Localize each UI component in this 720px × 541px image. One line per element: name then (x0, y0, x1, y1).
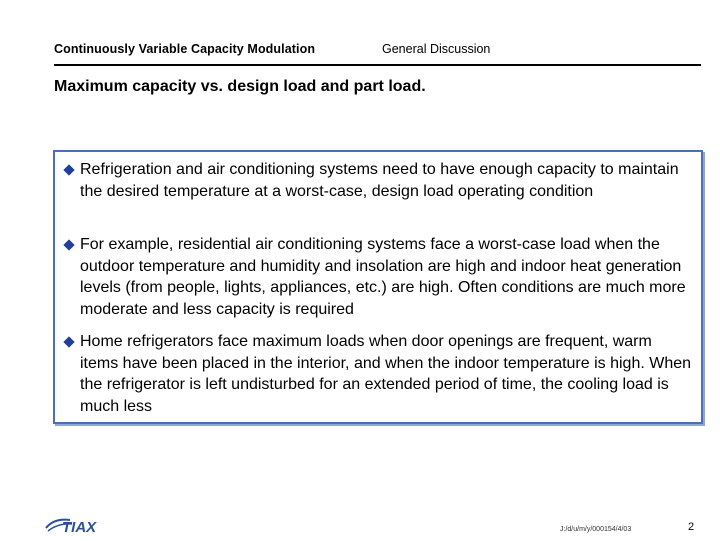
bullet-text: For example, residential air conditioning systems face a worst-case load when the outdoor temperature and humidity and insolation are high and indoor heat generation levels (from people, lights, appliances, etc.) are high. Often conditions are much more moderate and less capacity is required (80, 236, 686, 318)
tiax-logo-icon (44, 514, 114, 536)
slide-heading: Maximum capacity vs. design load and part load. (54, 78, 426, 95)
bullet-text: Refrigeration and air conditioning systems need to have enough capacity to maintain the desired temperature at a worst-case, design load operating condition (80, 161, 679, 200)
document-id: J:/d/u/m/y/000154/4/03 (560, 526, 632, 533)
svg-text:TIAX: TIAX (62, 519, 97, 536)
header-section: General Discussion (382, 42, 491, 56)
bullet-item (63, 234, 693, 320)
bullet-item (63, 159, 693, 202)
header-title: Continuously Variable Capacity Modulation (54, 42, 316, 56)
content-box (53, 150, 703, 424)
bullet-item (63, 331, 693, 417)
header-divider (54, 64, 701, 66)
bullet-text: Home refrigerators face maximum loads when door openings are frequent, warm items have been placed in the interior, and when the indoor temperature is high. When the refrigerator is left undisturbed for an extended period of time, the cooling load is much less (80, 333, 692, 415)
page-number: 2 (688, 521, 695, 533)
